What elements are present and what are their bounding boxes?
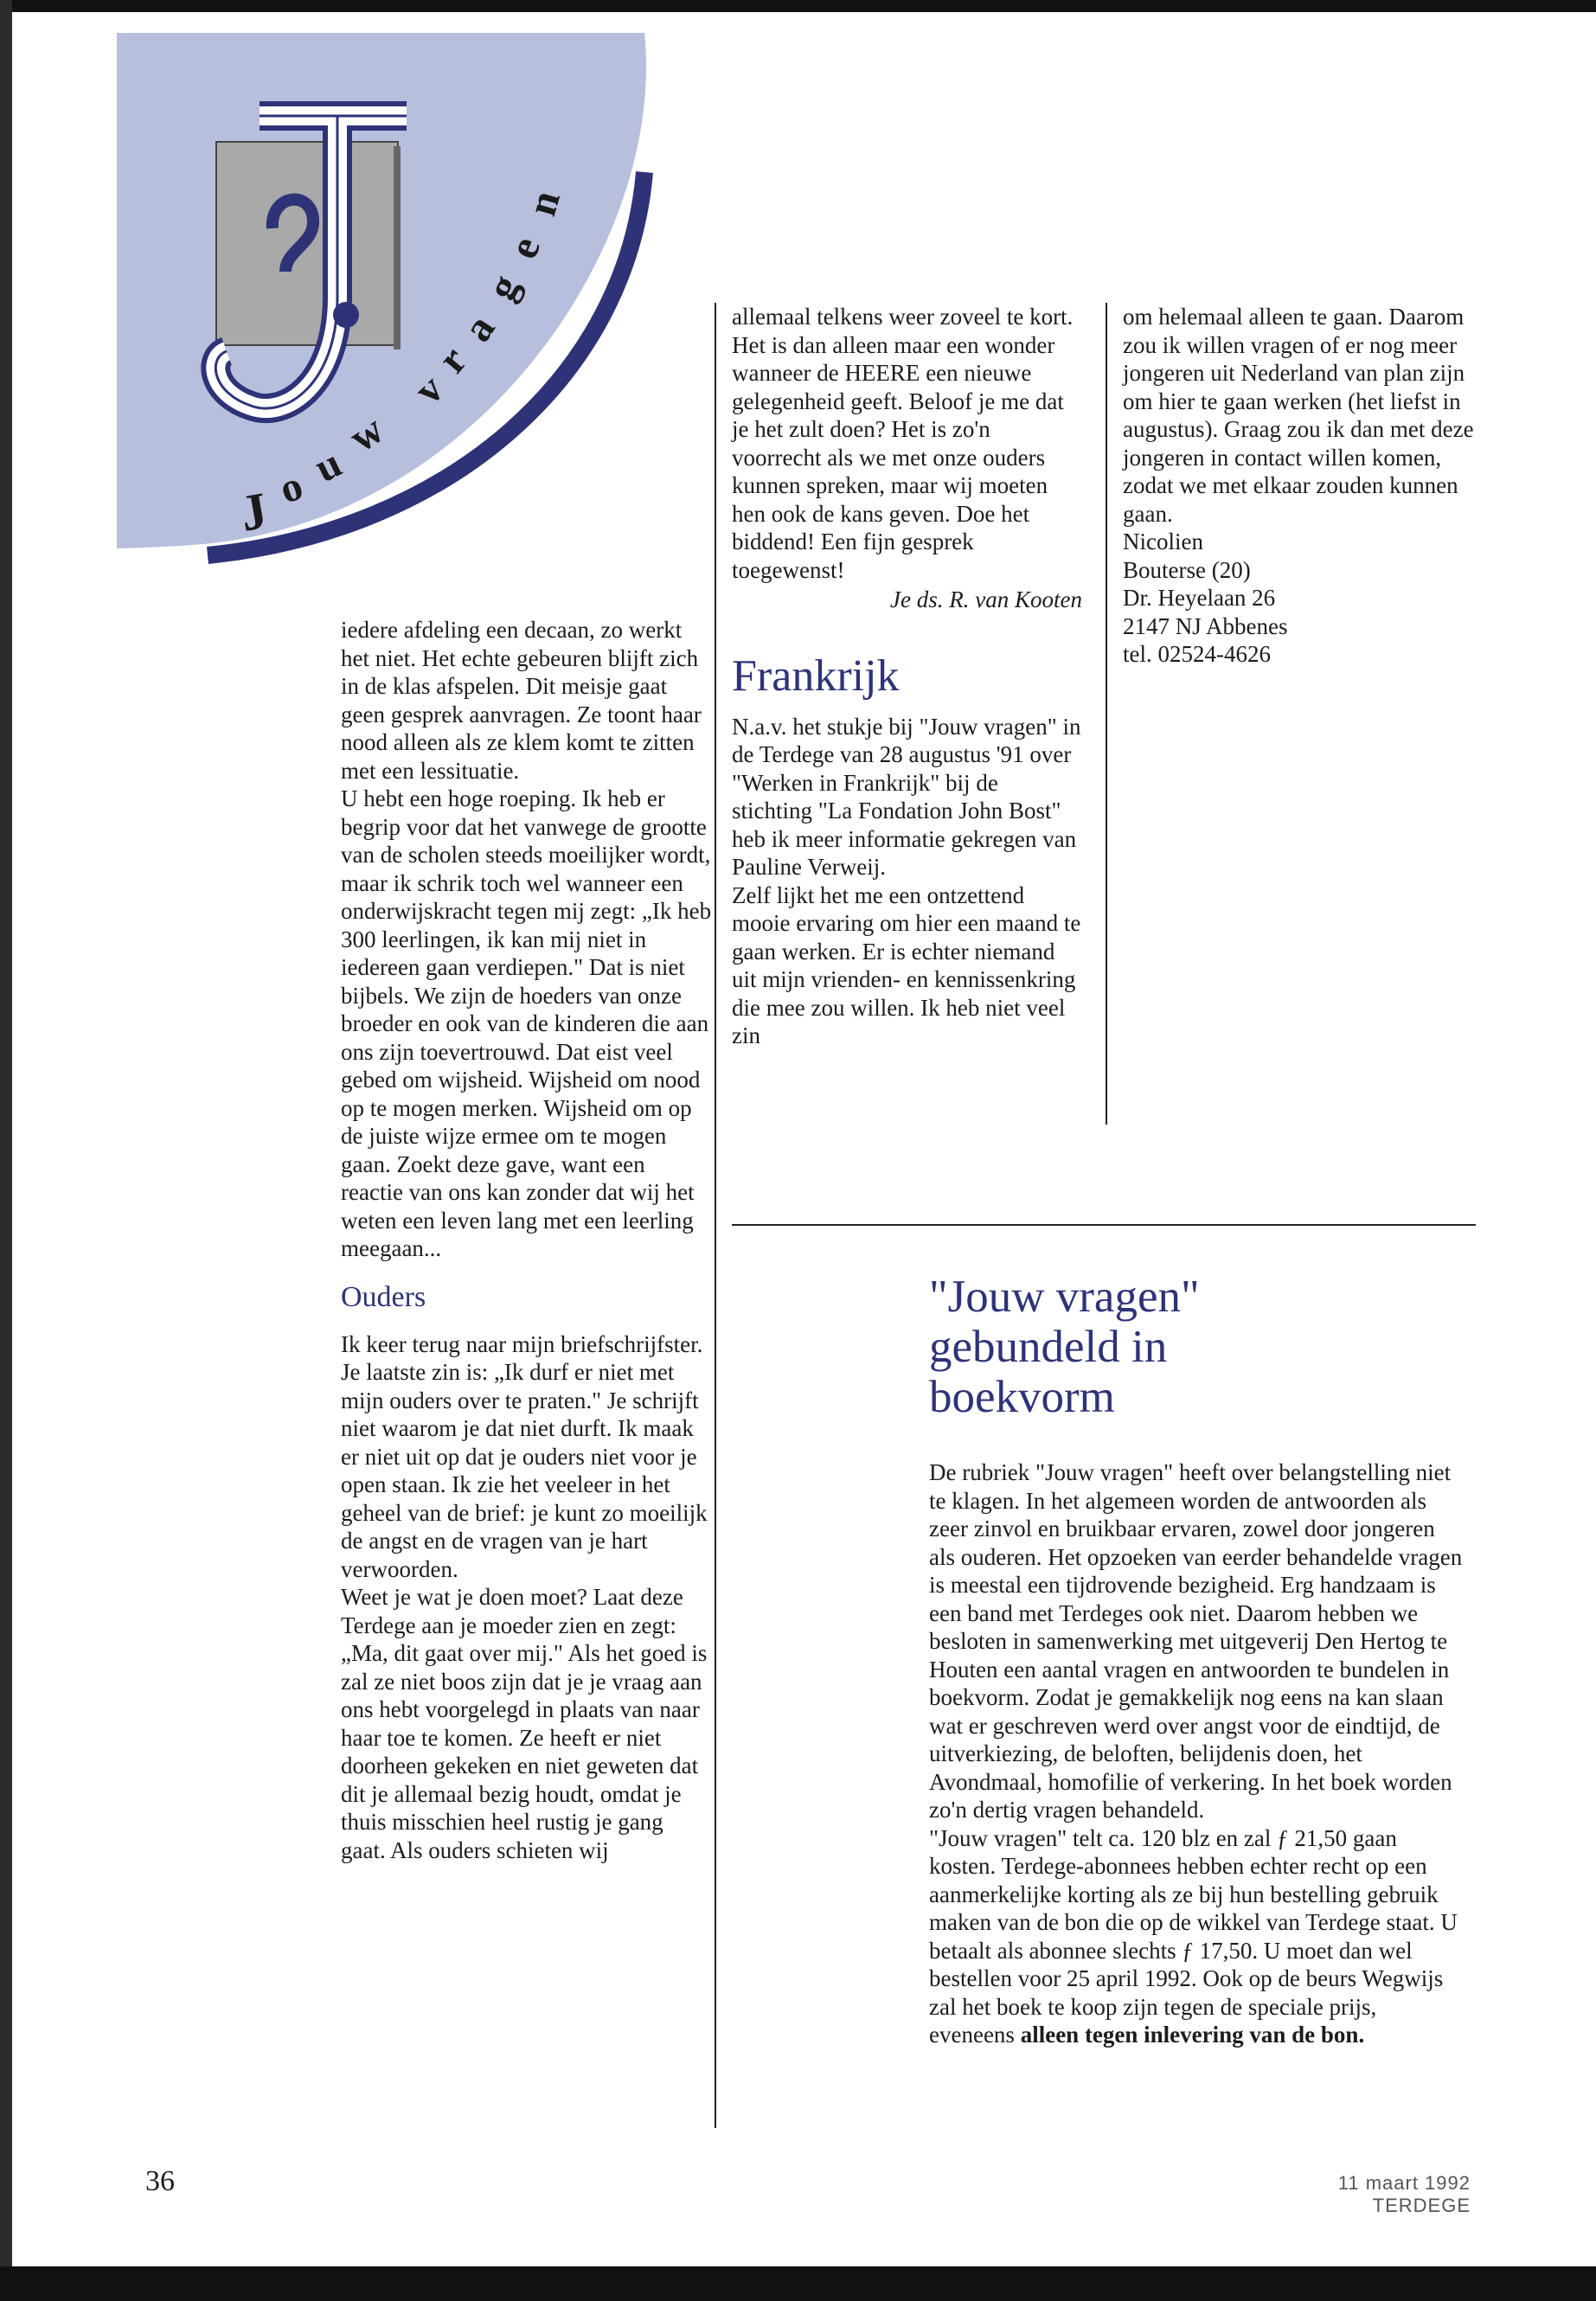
column-divider-2: [1106, 303, 1107, 1125]
logo-letter-1: J: [235, 481, 272, 542]
logo-letter-3: u: [307, 439, 349, 491]
feature-title: [929, 1272, 1413, 1422]
logo-dot: [333, 302, 359, 328]
page-number: 36: [145, 2165, 175, 2197]
logo-gray-box-shadow: [394, 146, 401, 349]
frankrijk-heading: Frankrijk: [732, 651, 900, 701]
feature-body: [929, 1458, 1465, 2049]
column-1: [341, 616, 713, 1864]
ouders-heading: Ouders: [341, 1280, 426, 1313]
signature: Je ds. R. van Kooten: [890, 586, 1082, 612]
feature-bold-text: alleen tegen inlevering van de bon.: [1020, 2022, 1365, 2048]
logo-letter-10: n: [518, 185, 569, 221]
address-line-4: 2147 NJ Abbenes: [1123, 612, 1288, 639]
logo-letter-6: r: [428, 337, 477, 382]
col1-paragraph-1: iedere afdeling een decaan, zo werkt het niet. Het echte gebeuren blijft zich in de klas afspelen. Dit meisje gaat geen gesprek aanvragen. Ze toont haar nood alleen als ze klem komt te zitten met een lessituatie.: [341, 617, 702, 784]
col3-paragraph: om helemaal alleen te gaan. Daarom zou ik willen vragen of er nog meer jongeren uit Nederland van plan zijn om hier te gaan werken (het liefst in augustus). Graag zou ik dan met deze jongeren in contact willen komen, zodat we met elkaar zouden kunnen gaan.: [1123, 304, 1474, 527]
column-3: [1123, 303, 1486, 669]
logo-letter-2: o: [274, 462, 309, 513]
section-divider: [732, 1224, 1476, 1226]
logo-letter-7: a: [454, 306, 504, 350]
feature-title-line-3: boekvorm: [929, 1372, 1115, 1422]
heere-smallcaps: HEERE: [844, 360, 920, 386]
col2-paragraph-1: allemaal telkens weer zoveel te kort. Het is dan alleen maar een wonder wanneer de HEERE een nieuwe gelegenheid geeft. Beloof je me dat je het zult doen? Het is zo'n voorrecht als we met onze ouders kunnen spreken, maar wij moeten hen ook de kans geven. Doe het biddend! Een fijn gesprek toegewenst!: [732, 304, 1074, 583]
frankrijk-paragraph-2: Zelf lijkt het me een ontzettend mooie ervaring om hier een maand te gaan werken. Er is echter niemand uit mijn vrienden- en kennissenkring die mee zou willen. Ik heb niet veel zin: [732, 881, 1081, 1048]
logo-letter-4: w: [341, 406, 392, 462]
column-2: [732, 303, 1082, 1050]
logo-letter-5: v: [405, 366, 452, 413]
footer-date: 11 maart 1992 TERDEGE: [1337, 2172, 1471, 2216]
address-line-3: Dr. Heyelaan 26: [1123, 585, 1276, 611]
col1-paragraph-2: U hebt een hoge roeping. Ik heb er begrip voor dat het vanwege de grootte van de scholen steeds moeilijker wordt, maar ik schrik toch wel wanneer een onderwijskracht tegen mij zegt: „Ik heb 300 leerlingen, ik kan mij niet in iedereen gaan verdiepen." Dat is niet bijbels. We zijn de hoeders van onze broeder en ook van de kinderen die aan ons zijn toevertrouwd. Dat eist veel gebed om wijsheid. Wijsheid om nood op te mogen merken. Wijsheid om op de juiste wijze ermee om te mogen gaan. Zoekt deze gave, want een reactie van ons kan zonder dat wij het weten een leven lang met een leerling meegaan...: [341, 785, 712, 1261]
ouders-paragraph-2: Weet je wat je doen moet? Laat deze Terdege aan je moeder zien en zegt: „Ma, dit gaat over mij." Als het goed is zal ze niet boos zijn dat je je vraag aan ons hebt voorgelegd in plaats van naar haar toe te komen. Ze heeft er niet doorheen gekeken en niet geweten dat dit je allemaal bezig houdt, omdat je thuis misschien heel rustig je gang gaat. Als ouders schieten wij: [341, 1584, 708, 1863]
top-border: [0, 0, 1596, 12]
jouw-vragen-logo: [0, 12, 692, 566]
logo-letter-9: e: [500, 230, 550, 266]
column-divider-1: [715, 303, 716, 2128]
feature-title-line-1: "Jouw vragen": [929, 1272, 1200, 1322]
address-line-5: tel. 02524-4626: [1123, 641, 1271, 667]
address-line-2: Bouterse (20): [1123, 556, 1251, 583]
logo-letter-8: g: [478, 267, 529, 308]
address-line-1: Nicolien: [1123, 529, 1203, 554]
bottom-border: [0, 2266, 1596, 2301]
frankrijk-paragraph-1: N.a.v. het stukje bij "Jouw vragen" in de Terdege van 28 augustus '91 over "Werken in Frankrijk" bij de stichting "La Fondation John Bost" heb ik meer informatie gekregen van Pauline Verweij.: [732, 713, 1081, 880]
feature-paragraph-1: De rubriek "Jouw vragen" heeft over belangstelling niet te klagen. In het algemeen worden de antwoorden als zeer zinvol en bruikbaar ervaren, zowel door jongeren als ouderen. Het opzoeken van eerder behandelde vragen is meestal een tijdrovende bezigheid. Erg handzaam is een band met Terdeges ook niet. Daarom hebben we besloten in samenwerking met uitgeverij Den Hertog te Houten een aantal vragen en antwoorden te bundelen in boekvorm. Zodat je gemakkelijk nog eens na kan slaan wat er geschreven werd over angst voor de eindtijd, de uitverkiezing, de beloften, belijdenis doen, het Avondmaal, homofilie of verkering. In het boek worden zo'n dertig vragen behandeld.: [929, 1459, 1463, 1823]
feature-paragraph-2: "Jouw vragen" telt ca. 120 blz en zal ƒ 21,50 gaan kosten. Terdege-abonnees hebben echter recht op een aanmerkelijke korting als ze bij hun bestelling gebruik maken van de bon die op de wikkel van Terdege staat. U betaalt als abonnee slechts ƒ 17,50. U moet dan wel bestellen voor 25 april 1992. Ook op de beurs Wegwijs zal het boek te koop zijn tegen de speciale prijs, eveneens alleen tegen inlevering van de bon.: [929, 1824, 1458, 2048]
feature-title-line-2: gebundeld in: [929, 1322, 1168, 1372]
ouders-paragraph-1: Ik keer terug naar mijn briefschrijfster. Je laatste zin is: „Ik durf er niet met mijn ouders over te praten." Je schrijft niet waarom je dat niet durft. Ik maak er niet uit op dat je ouders niet voor je open staan. Ik zie het veeleer in het geheel van de brief: je kunt zo moeilijk de angst en de vragen van je hart verwoorden.: [341, 1330, 708, 1582]
